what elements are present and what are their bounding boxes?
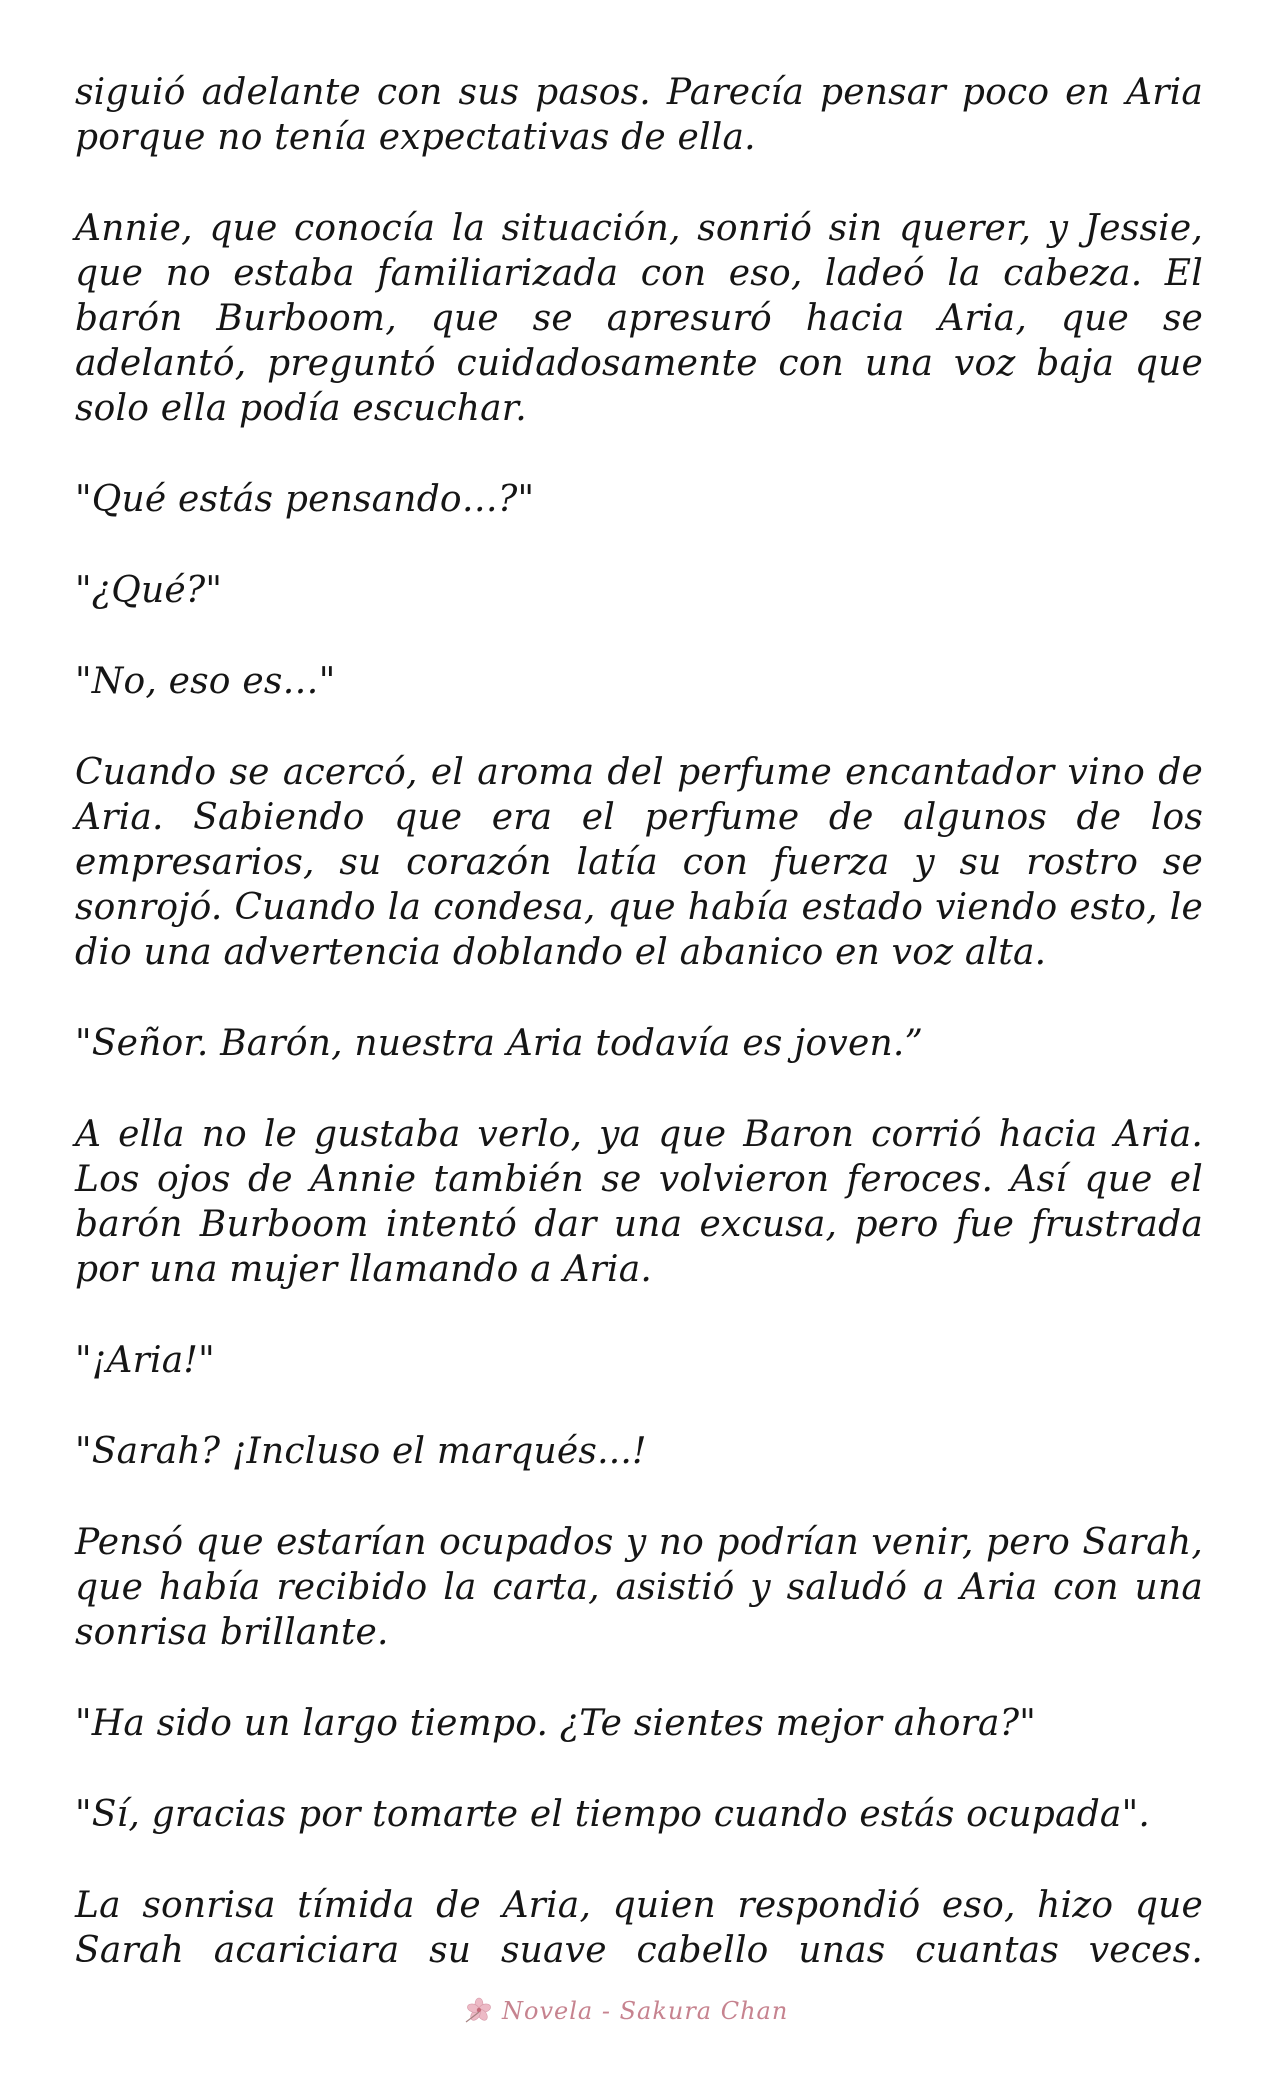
paragraph: "¿Qué?" [75,570,223,611]
paragraph: "Sarah? ¡Incluso el marqués...! [75,1431,647,1472]
paragraph: "Ha sido un largo tiempo. ¿Te sientes mejor ahora?" [75,1703,1036,1744]
paragraph: "Qué estás pensando…?" [75,479,535,520]
paragraph: Cuando se acercó, el aroma del perfume encantador vino de Aria. Sabiendo que era el perfume de algunos de los empresarios, su corazón latía con fuerza y su rostro se sonrojó. Cuando la condesa, que había estado viendo esto, le dio una advertencia doblando el abanico en voz alta. [75,752,1203,973]
paragraph: "No, eso es…" [75,661,336,702]
paragraph: A ella no le gustaba verlo, ya que Baron corrió hacia Aria. Los ojos de Annie también se volvieron feroces. Así que el barón Burboom intentó dar una excusa, pero fue frustrada por una mujer llamando a Aria. [75,1114,1203,1290]
paragraph: "¡Aria!" [75,1340,215,1381]
paragraph: Pensó que estarían ocupados y no podrían venir, pero Sarah, que había recibido la carta, asistió y saludó a Aria con una sonrisa brillante. [75,1522,1203,1653]
paragraph: Annie, que conocía la situación, sonrió sin querer, y Jessie, que no estaba familiarizada con eso, ladeó la cabeza. El barón Burboom, que se apresuró hacia Aria, que se adelantó, preguntó cuidadosamente con una voz baja que solo ella podía escuchar. [75,208,1203,429]
paragraph: "Sí, gracias por tomarte el tiempo cuando estás ocupada". [75,1794,1150,1835]
watermark-text: Novela - Sakura Chan [502,1997,789,2025]
sakura-flower-icon [462,1996,496,2026]
paragraph: La sonrisa tímida de Aria, quien respondió eso, hizo que Sarah acariciara su suave cabello unas cuantas veces. [75,1885,1203,1971]
document-body [75,70,1203,1973]
paragraph: siguió adelante con sus pasos. Parecía pensar poco en Aria porque no tenía expectativas de ella. [75,72,1203,158]
paragraph: "Señor. Barón, nuestra Aria todavía es joven.” [75,1023,924,1064]
watermark [462,1991,788,2031]
